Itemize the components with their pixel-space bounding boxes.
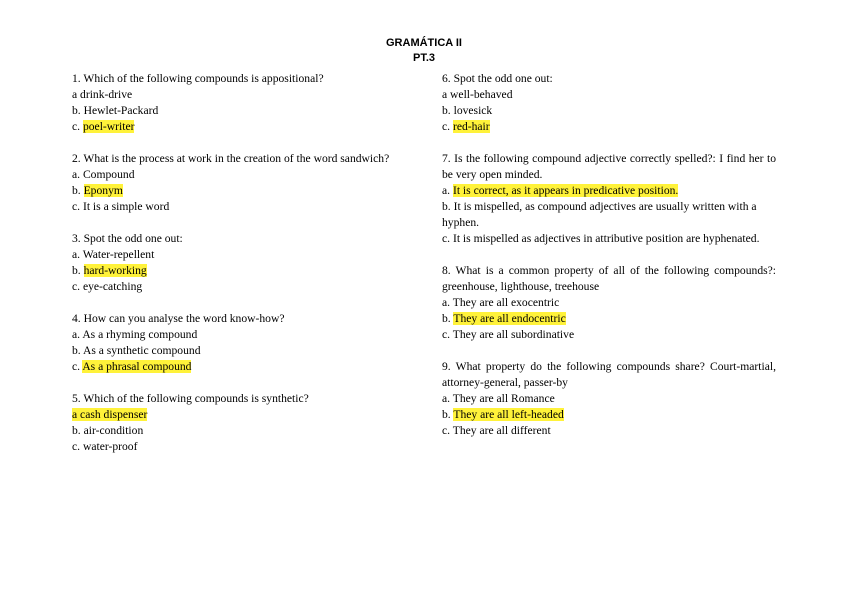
highlighted-answer: a cash dispenser [72,408,148,421]
question-text: 6. Spot the odd one out: [442,72,553,85]
right-question-column [442,71,776,455]
answer-option [72,183,412,199]
answer-option [72,359,412,375]
answer-option [442,199,776,231]
highlighted-answer: They are all endocentric [453,312,566,325]
option-letter: c. [72,200,83,213]
highlighted-answer: It is correct, as it appears in predicative position. [452,184,679,197]
answer-option [442,295,776,311]
question-block [442,151,776,247]
left-question-column [72,71,412,471]
question-block [72,151,412,215]
option-letter: c. [442,232,453,245]
option-text: drink-drive [80,88,133,101]
document-subtitle: PT.3 [412,52,435,64]
answer-option [442,183,776,199]
highlighted-answer: hard-working [83,264,147,277]
question-block [442,263,776,343]
option-text: They are all exocentric [452,296,560,309]
question-text: 9. What property do the following compounds share? Court-martial, attorney-general, passer-by [442,360,776,389]
option-letter: a. [72,168,83,181]
answer-option [72,407,412,423]
option-letter: a. [442,392,453,405]
question-block [72,71,412,135]
option-letter: a. [72,328,83,341]
answer-option [442,231,776,247]
option-text: They are all different [452,424,551,437]
question-block [72,231,412,295]
option-text: As a synthetic compound [82,344,201,357]
option-letter: b. [442,312,454,325]
option-text: air-condition [83,424,144,437]
answer-option [72,423,412,439]
option-letter: a. [72,248,83,261]
option-text: Hewlet-Packard [83,104,159,117]
answer-option [72,343,412,359]
highlighted-answer: red-hair [452,120,490,133]
question-block [72,311,412,375]
option-letter: a [442,88,451,101]
question-text: 2. What is the process at work in the creation of the word sandwich? [72,152,390,165]
option-text: Water-repellent [82,248,155,261]
option-letter: b. [72,424,84,437]
option-letter: c. [442,424,453,437]
answer-option [442,103,776,119]
option-letter: b. [72,344,83,357]
option-letter: b. [72,104,84,117]
question-text: 5. Which of the following compounds is synthetic? [72,392,309,405]
option-letter: b. [442,408,454,421]
option-letter: c. [72,120,83,133]
answer-option [72,279,412,295]
option-letter: c. [72,280,83,293]
highlighted-answer: As a phrasal compound [82,360,192,373]
answer-option [442,87,776,103]
answer-option [72,87,412,103]
answer-option [442,311,776,327]
option-letter: c. [72,440,83,453]
option-letter: c. [72,360,83,373]
option-text: water-proof [82,440,138,453]
option-text: lovesick [453,104,493,117]
answer-option [442,327,776,343]
answer-option [72,327,412,343]
question-text: 4. How can you analyse the word know-how? [72,312,285,325]
question-block [442,71,776,135]
option-letter: a [72,88,81,101]
answer-option [72,247,412,263]
question-block [442,359,776,439]
option-text: They are all subordinative [452,328,575,341]
answer-option [442,119,776,135]
question-text: 7. Is the following compound adjective correctly spelled?: I find her to be very open minded. [442,152,776,181]
option-text: They are all Romance [452,392,555,405]
question-text: 8. What is a common property of all of the following compounds?: greenhouse, lighthouse, treehouse [442,264,776,293]
answer-option [72,439,412,455]
option-text: Compound [82,168,135,181]
highlighted-answer: Eponym [83,184,123,197]
document-title: GRAMÁTICA II [386,37,462,49]
option-letter: b. [442,200,454,213]
option-letter: b. [442,104,454,117]
answer-option [72,263,412,279]
option-letter: b. [72,184,84,197]
option-letter: a. [442,184,453,197]
answer-option [72,119,412,135]
option-text: It is mispelled as adjectives in attributive position are hyphenated. [452,232,760,245]
question-block [72,391,412,455]
question-text: 3. Spot the odd one out: [72,232,183,245]
option-text: As a rhyming compound [82,328,198,341]
highlighted-answer: poel-writer [82,120,135,133]
highlighted-answer: They are all left-headed [453,408,564,421]
answer-option [442,423,776,439]
option-text: It is a simple word [82,200,170,213]
answer-option [442,391,776,407]
answer-option [72,199,412,215]
option-letter: c. [442,328,453,341]
option-letter: a. [442,296,453,309]
option-letter: c. [442,120,453,133]
answer-option [72,167,412,183]
option-text: It is mispelled, as compound adjectives are usually written with a hyphen. [442,200,757,229]
question-text: 1. Which of the following compounds is appositional? [72,72,324,85]
answer-option [72,103,412,119]
answer-option [442,407,776,423]
option-letter: b. [72,264,84,277]
option-text: well-behaved [450,88,513,101]
option-text: eye-catching [82,280,143,293]
